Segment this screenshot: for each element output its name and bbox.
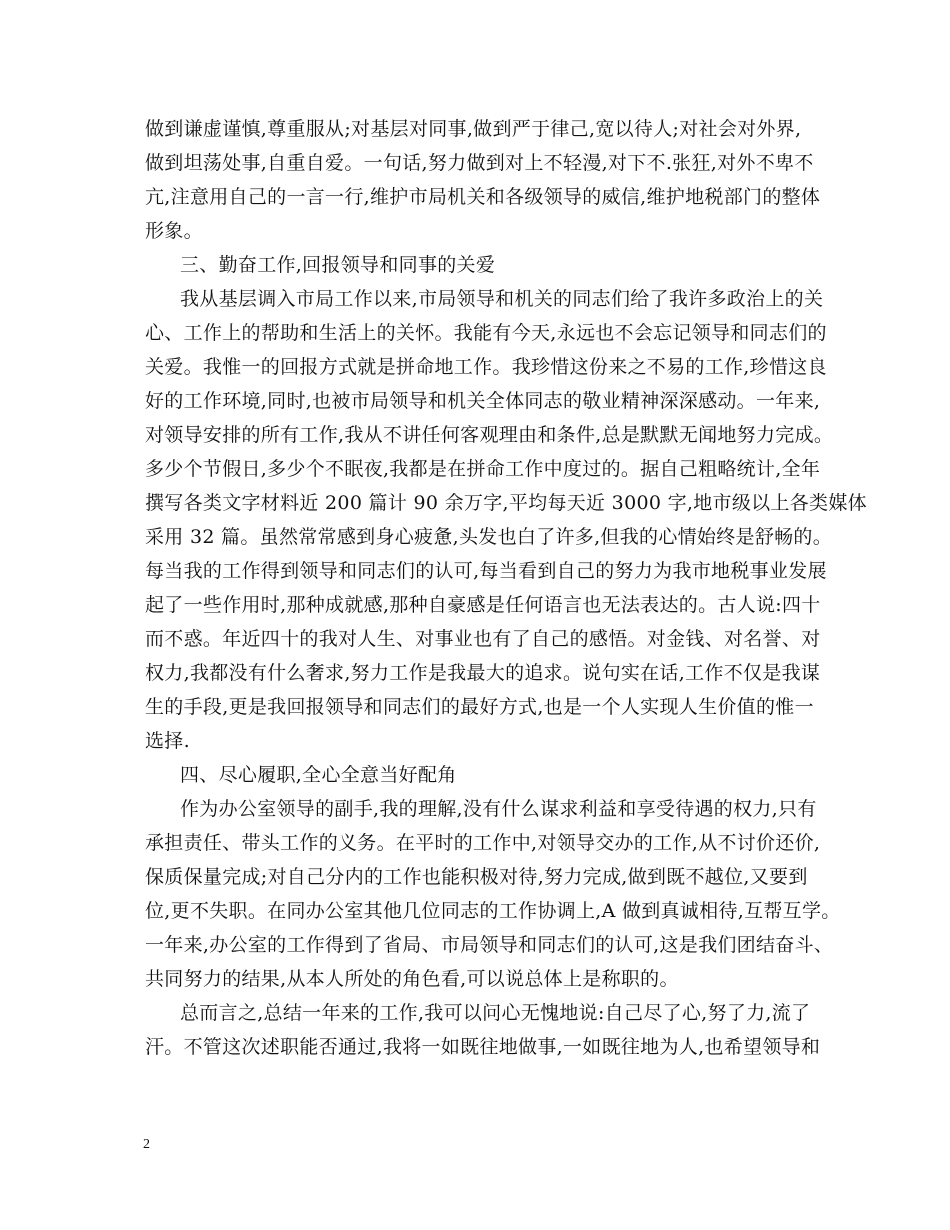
section-heading: 四、尽心履职,全心全意当好配角 — [180, 764, 457, 786]
text-line: 撰写各类文字材料近 200 篇计 90 余万字,平均每天近 3000 字,地市级以上各类媒体 — [145, 492, 867, 514]
text-line: 对领导安排的所有工作,我从不讲任何客观理由和条件,总是默默无闻地努力完成。 — [145, 424, 834, 446]
section-heading: 三、勤奋工作,回报领导和同事的关爱 — [180, 254, 496, 276]
text-line: 共同努力的结果,从本人所处的角色看,可以说总体上是称职的。 — [145, 968, 679, 990]
text-line: 每当我的工作得到领导和同志们的认可,每当看到自己的努力为我市地税事业发展 — [145, 560, 827, 582]
text-line: 位,更不失职。在同办公室其他几位同志的工作协调上,A 做到真诚相待,互帮互学。 — [145, 900, 841, 922]
text-line: 起了一些作用时,那种成就感,那种自豪感是任何语言也无法表达的。古人说:四十 — [145, 594, 821, 616]
text-line: 好的工作环境,同时,也被市局领导和机关全体同志的敬业精神深深感动。一年来, — [145, 390, 821, 412]
text-line: 关爱。我惟一的回报方式就是拼命地工作。我珍惜这份来之不易的工作,珍惜这良 — [145, 356, 827, 378]
text-line: 权力,我都没有什么奢求,努力工作是我最大的追求。说句实在话,工作不仅是我谋 — [145, 662, 821, 684]
text-line: 总而言之,总结一年来的工作,我可以问心无愧地说:自己尽了心,努了力,流了 — [180, 1002, 811, 1024]
text-line: 我从基层调入市局工作以来,市局领导和机关的同志们给了我许多政治上的关 — [180, 288, 824, 310]
text-line: 做到谦虚谨慎,尊重服从;对基层对同事,做到严于律己,宽以待人;对社会对外界, — [145, 118, 802, 140]
text-line: 多少个节假日,多少个不眠夜,我都是在拼命工作中度过的。据自己粗略统计,全年 — [145, 458, 821, 480]
text-line: 汗。不管这次述职能否通过,我将一如既往地做事,一如既往地为人,也希望领导和 — [145, 1036, 821, 1058]
text-line: 选择. — [145, 730, 190, 752]
text-line: 生的手段,更是我回报领导和同志们的最好方式,也是一个人实现人生价值的惟一 — [145, 696, 814, 718]
text-line: 做到坦荡处事,自重自爱。一句话,努力做到对上不轻漫,对下不.张狂,对外不卑不 — [145, 152, 814, 174]
text-line: 心、工作上的帮助和生活上的关怀。我能有今天,永远也不会忘记领导和同志们的 — [145, 322, 827, 344]
text-line: 作为办公室领导的副手,我的理解,没有什么谋求利益和享受待遇的权力,只有 — [180, 798, 817, 820]
text-line: 保质保量完成;对自己分内的工作也能积极对待,努力完成,做到既不越位,又要到 — [145, 866, 808, 888]
text-line: 亢,注意用自己的一言一行,维护市局机关和各级领导的威信,维护地税部门的整体 — [145, 186, 821, 208]
text-line: 采用 32 篇。虽然常常感到身心疲惫,头发也白了许多,但我的心情始终是舒畅的。 — [145, 526, 833, 548]
text-line: 一年来,办公室的工作得到了省局、市局领导和同志们的认可,这是我们团结奋斗、 — [145, 934, 834, 956]
text-line: 而不惑。年近四十的我对人生、对事业也有了自己的感悟。对金钱、对名誉、对 — [145, 628, 821, 650]
page-number: 2 — [143, 1137, 150, 1152]
text-line: 形象。 — [145, 220, 203, 242]
text-line: 承担责任、带头工作的义务。在平时的工作中,对领导交办的工作,从不讨价还价, — [145, 832, 821, 854]
